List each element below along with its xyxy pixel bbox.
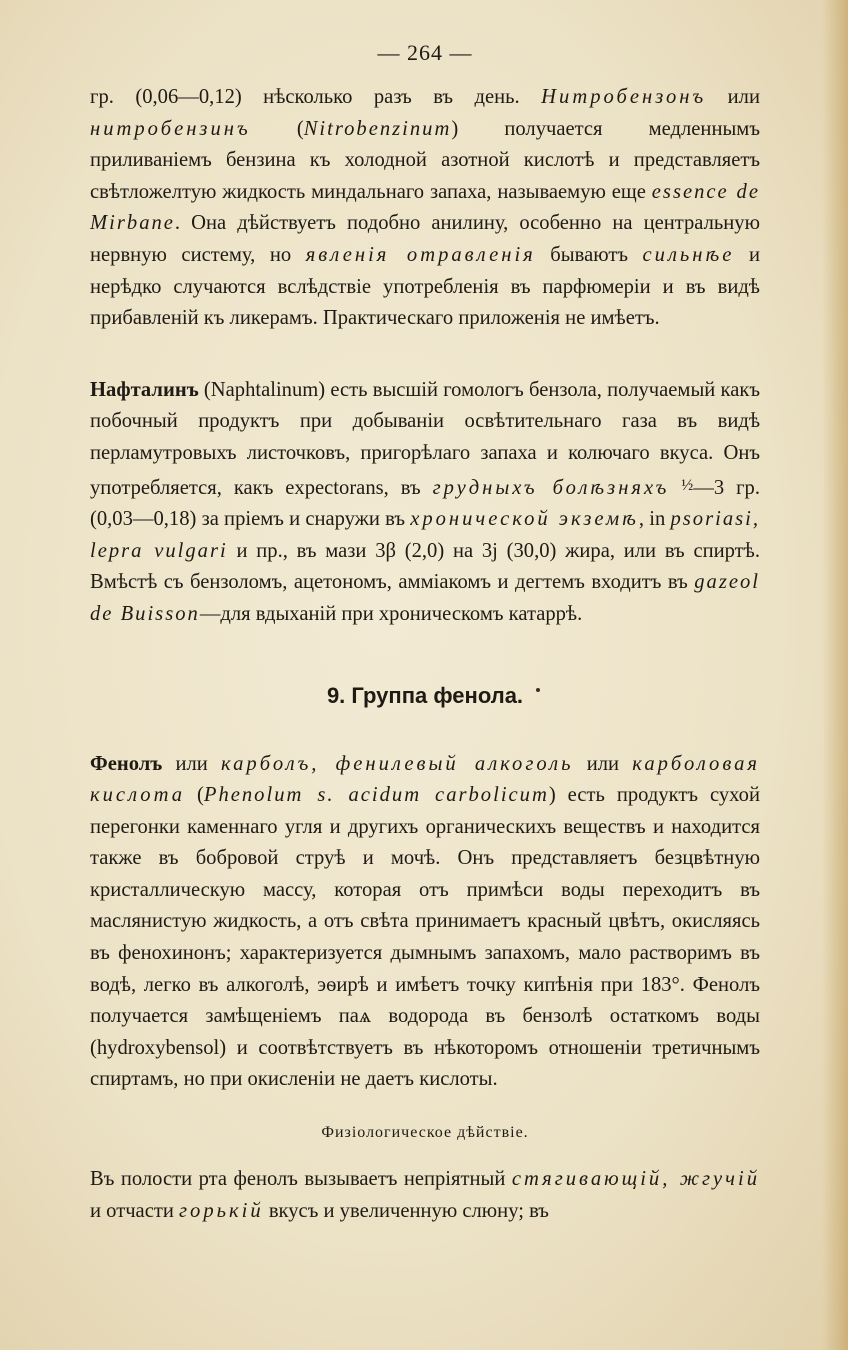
term-naphthalene: Нафталинъ <box>90 378 199 401</box>
fraction-half: ½ <box>681 476 694 494</box>
section-heading: 9. Группа фенола. <box>326 682 524 708</box>
emphasis-carbolic-acid: карболовая кислота <box>90 752 760 807</box>
term-nitrobenzin: нитробензинъ <box>90 117 251 140</box>
p1-text: ) получается медленнымъ приливаніемъ бензина къ холодной азотной кислотѣ и представляетъ свѣтложелтую жидкость миндальнаго запаха, называемую еще <box>90 117 760 203</box>
p3-text: или <box>586 752 620 775</box>
p4-text: и отчасти <box>90 1199 174 1222</box>
emphasis-carbol: карболъ, фенилевый алкоголь <box>221 752 574 775</box>
paragraph-nitrobenzene <box>90 82 760 335</box>
p2-text: —3 гр. (0,03—0,18) за пріемъ и снаружи въ <box>90 476 761 531</box>
emphasis-chest-diseases: грудныхъ болѣзняхъ <box>432 476 670 499</box>
p4-text: вкусъ и увеличенную слюну; въ <box>268 1199 549 1222</box>
latin-name: essence de Mirbane <box>90 180 760 235</box>
p2-text: —для вдыханій при хроническомъ катаррѣ. <box>199 602 583 625</box>
term-phenol: Фенолъ <box>90 752 163 775</box>
latin-name: gazeol de Buisson <box>90 571 760 625</box>
page-edge-shadow <box>822 0 848 1350</box>
emphasis-bitter: горькій <box>179 1199 264 1222</box>
latin-name: psoriasi, lepra vulgari <box>90 508 760 562</box>
p2-text: , in <box>638 508 666 531</box>
p3-text: или <box>175 752 208 775</box>
term-nitrobenzon: Нитробензонъ <box>541 86 707 108</box>
paragraph-phenol <box>90 749 760 1097</box>
page-number: — 264 — <box>377 40 473 65</box>
p1-text: . Она дѣйствуетъ подобно анилину, особенно на центральную нервную систему, но <box>90 212 760 266</box>
emphasis-stronger: сильнѣе <box>642 243 735 266</box>
p2-text: и пр., въ мази 3β (2,0) на 3j (30,0) жира, или въ спиртѣ. Вмѣстѣ съ бензоломъ, ацетономъ, аммiакомъ и дегтемъ входитъ въ <box>90 539 760 594</box>
p3-text: ( <box>197 784 204 807</box>
latin-name: Nitrobenzinum <box>303 117 452 140</box>
p2-text: (Naphtalinum) есть высшій гомологъ бензола, получаемый какъ побочный продуктъ при добываніи освѣтительнаго газа въ видѣ перламутровыхъ листочковъ, пригорѣлаго запаха и колючаго вкуса. Онъ употребляется, какъ expectorans, въ <box>90 378 760 499</box>
p1-text: гр. (0,06—0,12) нѣсколько разъ въ день. <box>90 86 520 108</box>
p1-text: ( <box>296 117 304 140</box>
emphasis-poisoning: явленія отравленія <box>305 243 536 266</box>
p1-text: бываютъ <box>550 243 628 266</box>
paragraph-naphthalene <box>90 375 760 631</box>
p3-text: ) есть продуктъ сухой перегонки каменнаго угля и другихъ органическихъ веществъ и находится также въ бобровой струѣ и мочѣ. Онъ представляетъ безцвѣтную кристаллическую массу, которая отъ примѣси воды переходитъ въ маслянистую жидкость, а отъ свѣта принимаетъ красный цвѣтъ, окисляясь въ фенохинонъ; характеризуется дымнымъ запахомъ, мало растворимъ въ водѣ, легко въ алкоголѣ, эѳирѣ и имѣетъ точку кипѣнія при 183°. Фенолъ получается замѣщеніемъ паѧ водорода въ бензолѣ остаткомъ воды (hydroxybensol) и соотвѣтствуетъ въ нѣкоторомъ отношеніи третичнымъ спиртамъ, но при окисленіи не даетъ кислоты. <box>90 784 760 1091</box>
p4-text: Въ полости рта фенолъ вызываетъ непріятный <box>90 1168 506 1191</box>
p1-text: или <box>727 86 760 108</box>
emphasis-eczema: хронической экземѣ <box>410 508 639 531</box>
latin-name: Phenolum s. acidum carbolicum <box>203 784 549 807</box>
text-column <box>90 40 760 1227</box>
p1-text: и нерѣдко случаются вслѣдствіе употребленія въ парфюмеріи и въ видѣ прибавленій къ ликерамъ. Практическаго приложенія не имѣетъ. <box>90 243 760 330</box>
subheading: Физіологическое дѣйствіе. <box>321 1124 529 1142</box>
emphasis-astringent: стягивающій, жгучій <box>511 1168 760 1191</box>
paragraph-physiology <box>90 1164 760 1227</box>
